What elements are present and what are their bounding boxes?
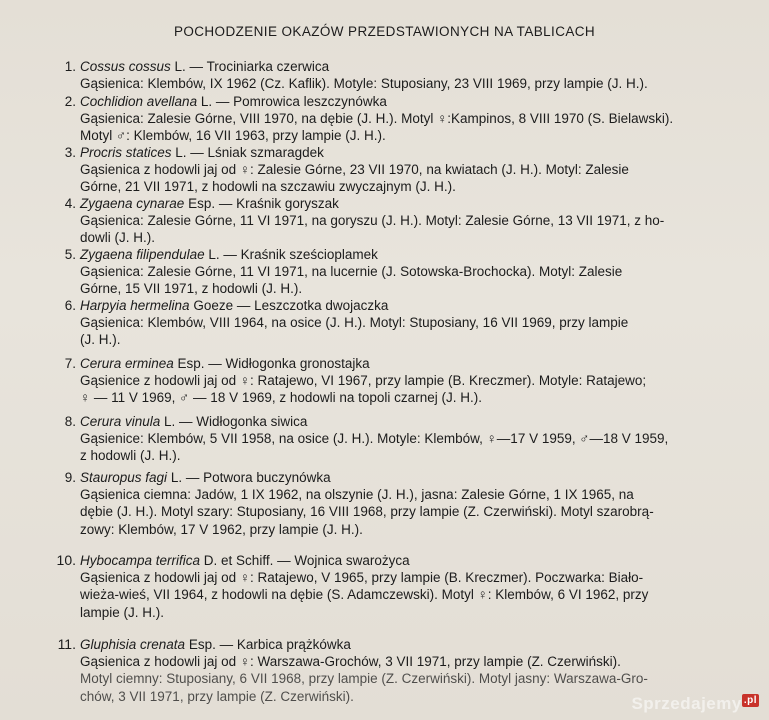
latin-name: Hybocampa terrifica	[80, 553, 201, 568]
latin-name: Zygaena cynarae	[80, 196, 185, 211]
specimen-detail-line: Gąsienica ciemna: Jadów, 1 IX 1962, na olszynie (J. H.), jasna: Zalesie Górne, 1 IX 1965, na	[80, 487, 634, 503]
specimen-detail-line: Gąsienice z hodowli jaj od ♀: Ratajewo, VI 1967, przy lampie (B. Kreczmer). Motyle: Ratajewo;	[80, 373, 647, 389]
specimen-detail-line: wieża-wieś, VII 1964, z hodowli na dębie (S. Adamczewski). Motyl ♀: Klembów, 6 VI 1962, przy	[80, 587, 649, 603]
item-number: 11.	[57, 636, 76, 652]
specimen-detail-line: dowli (J. H.).	[80, 230, 156, 246]
common-name: L. — Kraśnik sześcioplamek	[204, 247, 378, 262]
species-title	[80, 297, 750, 314]
common-name: Esp. — Widłogonka gronostajka	[173, 356, 370, 371]
species-title	[80, 144, 750, 161]
watermark-text: Sprzedajemy	[631, 694, 742, 713]
specimen-detail-line: ♀ — 11 V 1969, ♂ — 18 V 1969, z hodowli na topoli czarnej (J. H.).	[80, 390, 482, 406]
common-name: L. — Widłogonka siwica	[160, 414, 308, 429]
specimen-detail-line: lampie (J. H.).	[80, 604, 165, 620]
species-title	[80, 195, 750, 212]
latin-name: Stauropus fagi	[80, 470, 168, 485]
item-number: 4.	[64, 196, 76, 211]
specimen-detail-line: z hodowli (J. H.).	[80, 448, 181, 464]
item-number: 10.	[56, 552, 76, 568]
page-heading: POCHODZENIE OKAZÓW PRZEDSTAWIONYCH NA TABLICACH	[173, 24, 596, 39]
specimen-detail-line: chów, 3 VII 1971, przy lampie (Z. Czerwiński).	[80, 688, 354, 704]
specimen-detail-line: Gąsienica z hodowli jaj od ♀: Warszawa-Grochów, 3 VII 1971, przy lampie (Z. Czerwiński).	[80, 654, 621, 670]
species-title	[80, 413, 750, 430]
latin-name: Procris statices	[80, 145, 172, 160]
item-number: 8.	[64, 414, 76, 429]
item-number: 3.	[64, 145, 76, 160]
specimen-detail-line: zowy: Klembów, 17 V 1962, przy lampie (J. H.).	[80, 521, 363, 537]
species-title	[80, 636, 750, 653]
latin-name: Cerura erminea	[80, 356, 174, 371]
specimen-detail-line: Gąsienica z hodowli jaj od ♀: Ratajewo, V 1965, przy lampie (B. Kreczmer). Poczwarka: Biało-	[80, 570, 644, 586]
watermark-suffix: .pl	[743, 695, 757, 706]
specimen-detail-line: Górne, 15 VII 1971, z hodowli (J. H.).	[80, 281, 303, 297]
latin-name: Gluphisia crenata	[80, 637, 186, 652]
species-title	[80, 469, 750, 486]
species-title	[80, 355, 750, 372]
item-number: 9.	[64, 470, 76, 485]
specimen-detail-line: (J. H.).	[80, 332, 121, 348]
specimen-detail-line: Gąsienica: Zalesie Górne, 11 VI 1971, na lucernie (J. Sotowska-Brochocka). Motyl: Zalesie	[80, 264, 623, 280]
specimen-detail-line: Gąsienica z hodowli jaj od ♀: Zalesie Górne, 23 VII 1970, na kwiatach (J. H.). Motyl: Zalesie	[80, 162, 629, 178]
common-name: Esp. — Karbica prążkówka	[185, 637, 351, 652]
specimen-detail-line: Gąsienica: Zalesie Górne, 11 VI 1971, na goryszu (J. H.). Motyl: Zalesie Górne, 13 VII 1971, z ho-	[80, 213, 665, 229]
item-number: 1.	[64, 59, 76, 74]
latin-name: Zygaena filipendulae	[80, 247, 205, 262]
specimen-detail-line: Motyl ♂: Klembów, 16 VII 1963, przy lampie (J. H.).	[80, 128, 386, 144]
specimen-detail-line: Gąsienica: Zalesie Górne, VIII 1970, na dębie (J. H.). Motyl ♀:Kampinos, 8 VIII 1970 (S. Bielawski).	[80, 111, 674, 127]
item-number: 7.	[64, 356, 76, 371]
specimen-detail-line: Motyl ciemny: Stuposiany, 6 VII 1968, przy lampie (Z. Czerwiński). Motyl jasny: Warszawa-Gro-	[80, 671, 648, 687]
common-name: L. — Trociniarka czerwica	[170, 59, 330, 74]
common-name: L. — Pomrowica leszczynówka	[197, 94, 387, 109]
item-number: 6.	[64, 298, 76, 313]
latin-name: Harpyia hermelina	[80, 298, 190, 313]
specimen-detail-line: Górne, 21 VII 1971, z hodowli na szczawiu zwyczajnym (J. H.).	[80, 179, 456, 195]
species-title	[80, 246, 750, 263]
common-name: D. et Schiff. — Wojnica swarożyca	[200, 553, 410, 568]
item-number: 2.	[64, 94, 76, 109]
specimen-detail-line: dębie (J. H.). Motyl szary: Stuposiany, 16 VIII 1968, przy lampie (Z. Czerwiński). Motyl szarobrą-	[80, 504, 654, 520]
specimen-detail-line: Gąsienica: Klembów, IX 1962 (Cz. Kaflik). Motyle: Stuposiany, 23 VIII 1969, przy lampie (J. H.).	[80, 76, 648, 92]
specimen-detail-line: Gąsienice: Klembów, 5 VII 1958, na osice (J. H.). Motyle: Klembów, ♀—17 V 1959, ♂—18 V 1959,	[80, 431, 669, 447]
common-name: Esp. — Kraśnik goryszak	[184, 196, 339, 211]
latin-name: Cossus cossus	[80, 59, 171, 74]
specimen-detail-line: Gąsienica: Klembów, VIII 1964, na osice (J. H.). Motyl: Stuposiany, 16 VII 1969, przy lampie	[80, 315, 629, 331]
common-name: L. — Lśniak szmaragdek	[171, 145, 324, 160]
species-title	[80, 552, 750, 569]
common-name: L. — Potwora buczynówka	[167, 470, 331, 485]
item-number: 5.	[64, 247, 76, 262]
species-title	[80, 93, 750, 110]
common-name: Goeze — Leszczotka dwojaczka	[189, 298, 389, 313]
species-title	[80, 58, 750, 75]
latin-name: Cerura vinula	[80, 414, 161, 429]
latin-name: Cochlidion avellana	[80, 94, 198, 109]
watermark-logo	[631, 694, 759, 714]
